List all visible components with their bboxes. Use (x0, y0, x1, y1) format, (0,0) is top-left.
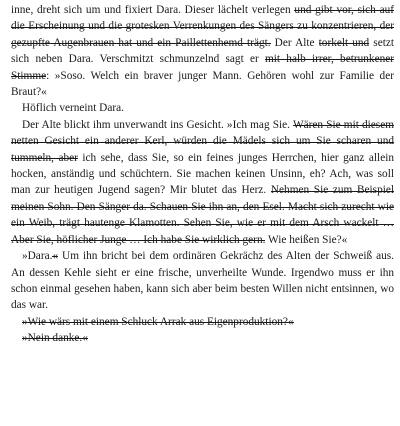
paragraph-3 (11, 117, 394, 248)
text-run: »Dara. (22, 250, 53, 263)
struck-text: « (52, 250, 59, 263)
text-run: Der Alte blickt ihm unverwandt ins Gesicht. »Ich mag Sie. (22, 118, 293, 131)
struck-text: mit halb irrer, betrunkener Stimme (11, 53, 395, 82)
paragraph-4 (11, 248, 394, 314)
text-run: Um ihn bricht bei dem ordinären Gekrächz des Alten der Schweiß aus. An dessen Kehle sieht er eine frische, unverheilte Wunde. Irgendwo muss er ihn schon einmal gesehen haben, kann sich aber beim besten Willen nicht entsinnen, wo das war. (11, 250, 394, 312)
struck-text: »Wie wärs mit einem Schluck Arrak aus Eigenproduktion?« (22, 315, 294, 328)
text-run: Wie heißen Sie?« (265, 233, 348, 246)
paragraph-2 (11, 100, 394, 116)
text-run: Der Alte (270, 36, 319, 49)
text-run: setzt sich neben Dara. Verschmitzt schmunzelnd sagt er (11, 36, 395, 66)
struck-text: torkelt und (318, 36, 370, 49)
struck-text: Wären Sie mit diesem netten Gesicht ein anderer Kerl, würden die Mädels sich um Sie scharen und tummeln, aber (11, 118, 394, 164)
struck-text: und gibt vor, sich auf die Erscheinung und die grotesken Verrenkungen des Sängers zu konzentrieren, der gezupfte Augenbrauen hat und ein Paillettenhemd trägt. (11, 4, 394, 49)
text-run: inne, dreht sich um und fixiert Dara. Dieser lächelt verlegen (11, 4, 295, 16)
struck-text: Nehmen Sie zum Beispiel meinen Sohn. Den Sänger da. Schauen Sie ihn an, den Esel. Macht sich zurecht wie ein Weib, trägt hautenge Klamotten. Sehen Sie, wie er mit dem Arsch wackelt … Aber Sie, höflicher Junge … Ich habe Sie wirklich gern. (11, 184, 395, 246)
paragraph-5 (11, 314, 394, 330)
paragraph-1 (11, 2, 394, 100)
text-run: Höflich verneint Dara. (22, 102, 124, 115)
struck-text: »Nein danke.« (22, 332, 88, 345)
paragraph-6 (11, 330, 394, 346)
text-run: ich sehe, dass Sie, so ein feines junges Herrchen, hier ganz allein hocken, anständig und schüchtern. Sie machen keinen Unsinn, eh? Ach, was soll man zur heutigen Jugend sagen? Mir blutet das Herz. (11, 151, 394, 197)
text-run: : »Soso. Welch ein braver junger Mann. Gehören wohl zur Familie der Braut?« (11, 69, 394, 99)
